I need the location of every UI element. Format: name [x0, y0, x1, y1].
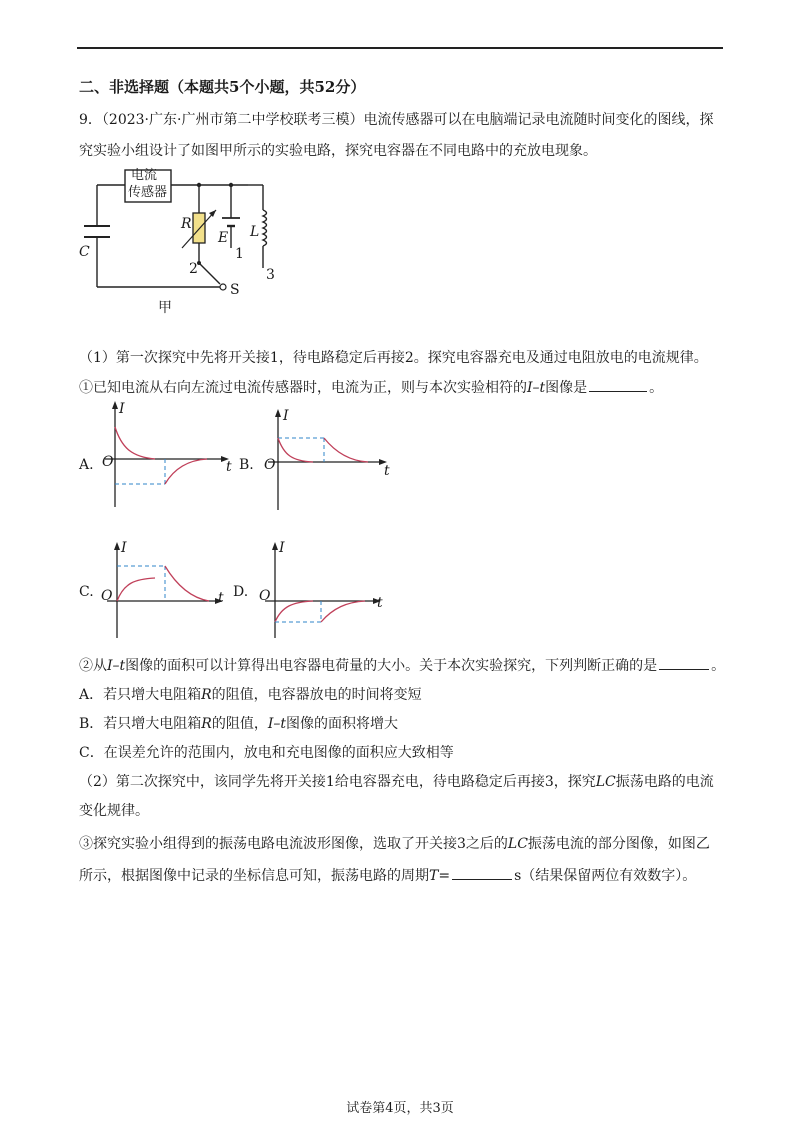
graph-C-origin: O: [101, 588, 113, 604]
answer-blank-3[interactable]: [452, 865, 512, 880]
part1-question2: ②从I–t图像的面积可以计算得出电容器电荷量的大小。关于本次实验探究，下列判断正确的是 。: [79, 655, 725, 676]
label-2: 2: [189, 261, 198, 277]
page-footer: 试卷第4页，共3页: [346, 1101, 454, 1116]
graph-D-axis-I: I: [279, 540, 285, 556]
part1-stem: （1）第一次探究中先将开关接1，待电路稳定后再接2。探究电容器充电及通过电阻放电的电流规律。: [79, 350, 708, 366]
graph-B-axis-I: I: [283, 408, 289, 424]
sensor-label-line1: 电流: [131, 168, 158, 183]
question-intro-line2: 究实验小组设计了如图甲所示的实验电路，探究电容器在不同电路中的充放电现象。: [79, 143, 597, 159]
resistor-box: [193, 213, 205, 243]
answer-blank-1[interactable]: [589, 377, 647, 392]
graph-A-origin: O: [102, 454, 114, 470]
graph-A-axis-I: I: [119, 401, 125, 417]
graph-C-axis-t: t: [218, 590, 224, 606]
graph-B: [258, 405, 398, 515]
sensor-label-line2: 传感器: [128, 185, 168, 200]
graph-B-origin: O: [264, 457, 276, 473]
label-3: 3: [266, 267, 275, 283]
part1-question2-option-B: B．若只增大电阻箱R的阻值，I–t图像的面积将增大: [79, 716, 398, 732]
question-intro-line1: 9．（2023·广东·广州市第二中学校联考三模）电流传感器可以在电脑端记录电流随时间变化的图线，探: [79, 112, 714, 128]
section-title: 二、非选择题（本题共5个小题，共52分）: [79, 78, 366, 96]
answer-blank-2[interactable]: [659, 655, 709, 670]
part2-line2: 变化规律。: [79, 803, 149, 819]
label-1: 1: [235, 246, 244, 262]
graph-A-axis-t: t: [226, 459, 232, 475]
option-A-label: A.: [79, 457, 94, 473]
graph-D-axis-t: t: [377, 595, 383, 611]
label-R: R: [181, 216, 192, 232]
question-number: 9．: [79, 112, 102, 128]
circuit-diagram: [70, 160, 330, 320]
graph-D-origin: O: [259, 588, 271, 604]
option-C-label: C.: [79, 584, 94, 600]
part2-line1: （2）第二次探究中，该同学先将开关接1给电容器充电，待电路稳定后再接3，探究LC振荡电路的电流: [79, 774, 714, 790]
graph-D: [255, 538, 395, 643]
part1-question2-option-A: A．若只增大电阻箱R的阻值，电容器放电的时间将变短: [79, 687, 422, 703]
graph-C: [97, 538, 237, 643]
part2-question3-line2: 所示，根据图像中记录的坐标信息可知，振荡电路的周期T= s（结果保留两位有效数字）。: [79, 865, 696, 886]
top-rule: [77, 47, 723, 49]
label-E: E: [218, 230, 229, 246]
graph-B-axis-t: t: [384, 463, 390, 479]
label-L: L: [250, 224, 260, 240]
label-S: S: [230, 282, 240, 298]
label-C: C: [79, 244, 90, 260]
part1-question1: ①已知电流从右向左流过电流传感器时，电流为正，则与本次实验相符的I–t图像是 。: [79, 377, 663, 398]
option-D-label: D.: [233, 584, 249, 600]
part1-question2-option-C: C．在误差允许的范围内，放电和充电图像的面积应大致相等: [79, 745, 454, 761]
graph-C-axis-I: I: [121, 540, 127, 556]
part2-question3-line1: ③探究实验小组得到的振荡电路电流波形图像，选取了开关接3之后的LC振荡电流的部分图像，如图乙: [79, 836, 710, 852]
option-B-label: B.: [239, 457, 254, 473]
question-source: （2023·广东·广州市第二中学校联考三模）: [101, 112, 364, 128]
circuit-caption: 甲: [158, 300, 172, 316]
graph-A: [95, 397, 240, 512]
